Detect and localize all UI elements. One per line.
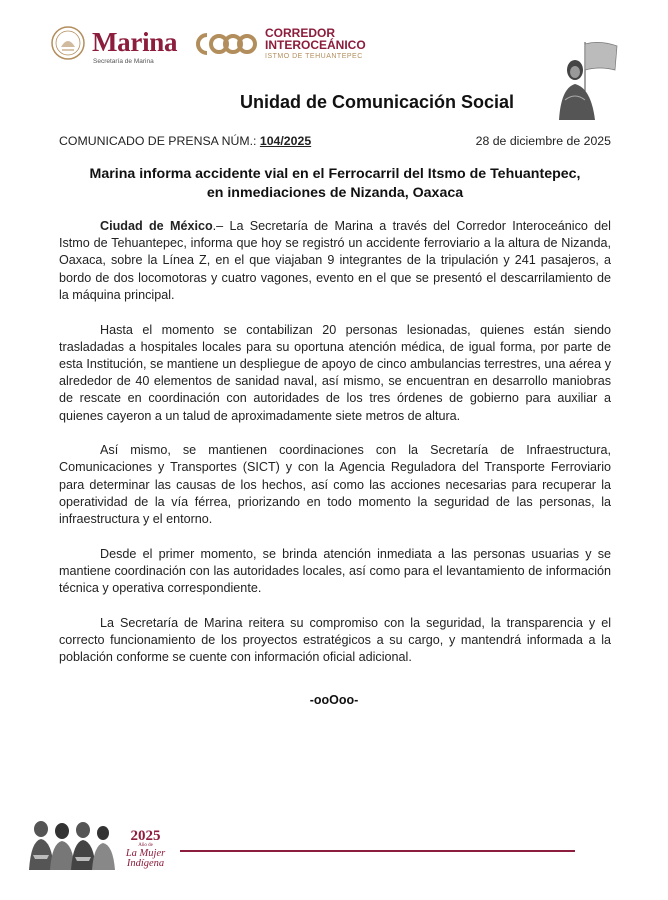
marina-subtitle: Secretaría de Marina — [93, 58, 154, 65]
corredor-line2: INTEROCEÁNICO — [265, 38, 366, 52]
national-seal-icon — [50, 25, 86, 61]
headline — [59, 165, 611, 203]
year-text-line1: La Mujer — [125, 848, 166, 859]
year-text-line2: Indígena — [126, 858, 165, 869]
corredor-line1: CORREDOR — [265, 26, 336, 40]
paragraph-4: Desde el primer momento, se brinda atención inmediata a las personas usuarias y se mantiene coordinación con las autoridades locales, así como para el levantamiento de información técnica y operativa correspondiente. — [59, 546, 611, 596]
reference-label: COMUNICADO DE PRENSA NÚM.: — [59, 134, 257, 148]
paragraph-3: Así mismo, se mantienen coordinaciones con la Secretaría de Infraestructura, Comunicaciones y Transportes (SICT) y con la Agencia Reguladora del Transporte Ferroviario para determinar las causas de los hechos, así como las acciones necesarias para recuperar la operatividad de la vía férrea, priorizando en todo momento la seguridad de las personas, la infraestructura y el entorno. — [59, 443, 611, 527]
corredor-line3: ISTMO DE TEHUANTEPEC — [265, 53, 363, 60]
year-number: 2025 — [130, 828, 161, 844]
marina-logo-text: Marina — [92, 27, 178, 57]
indigenous-women-illustration — [25, 815, 115, 870]
dateline-city: Ciudad de México — [100, 219, 213, 233]
paragraph-5: La Secretaría de Marina reitera su compromiso con la seguridad, la transparencia y el correcto funcionamiento de los proyectos estratégicos a su cargo, y mantendrá informada a la población conforme se cuente con información oficial adicional. — [59, 615, 611, 665]
footer-divider — [180, 850, 575, 852]
paragraph-1 — [59, 218, 611, 304]
press-release-body — [59, 218, 611, 684]
year-subtitle: Año de — [138, 843, 153, 848]
paragraph-1-text: .– La Secretaría de Marina a través del Corredor Interoceánico del Istmo de Tehuantepec, informa que hoy se registró un accidente ferroviario a la altura de Nizanda, Oaxaca, sobre la Línea Z, en el que viajaban 9 integrantes de la tripulación y 241 pasajeros, a bordo de dos locomotoras y cuatro vagones, evento en el que se presentó el descarrilamiento de la máquina principal. — [59, 219, 611, 302]
woman-with-flag-illustration — [545, 40, 620, 120]
headline-line1: Marina informa accidente vial en el Ferrocarril del Itsmo de Tehuantepec, — [89, 166, 581, 182]
corredor-logo-icon — [195, 30, 257, 58]
letterhead — [0, 0, 668, 120]
closing-mark: -ooOoo- — [309, 693, 359, 707]
headline-line2: en inmediaciones de Nizanda, Oaxaca — [206, 185, 464, 201]
year-of-indigenous-woman-logo — [118, 829, 173, 869]
paragraph-2: Hasta el momento se contabilizan 20 personas lesionadas, quienes están siendo trasladadas a hospitales locales para su oportuna atención médica, de igual forma, por parte de esta Institución, se mantiene un despliegue de apoyo de cinco ambulancias terrestres, una aérea y alrededor de 40 elementos de sanidad naval, así mismo, se encuentran en desarrollo maniobras de rescate en coordinación con autoridades de los tres órdenes de gobierno para auxiliar a quienes cayeron a un talud de aproximadamente siete metros de altura. — [59, 322, 611, 423]
unit-title: Unidad de Comunicación Social — [240, 92, 515, 112]
release-date: 28 de diciembre de 2025 — [475, 134, 611, 148]
reference-number: 104/2025 — [259, 134, 312, 148]
